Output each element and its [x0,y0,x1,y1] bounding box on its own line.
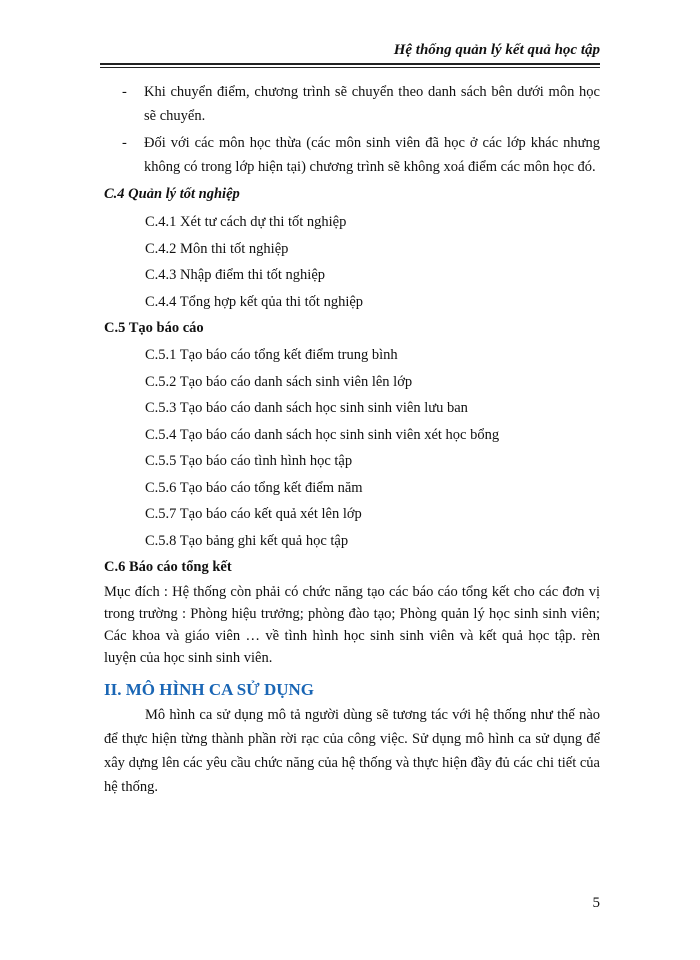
running-header-title: Hệ thống quản lý kết quả học tập [393,42,600,58]
c5-item: C.5.4 Tạo báo cáo danh sách học sinh sinh viên xét học bổng [145,426,500,443]
c5-item: C.5.1 Tạo báo cáo tổng kết điểm trung bình [145,347,398,363]
c4-item: C.4.3 Nhập điểm thi tốt nghiệp [145,267,326,283]
bullet-text: Khi chuyển điểm, chương trình sẽ chuyển theo danh sách bên dưới môn học sẽ chuyển. [144,84,600,124]
c5-item: C.5.2 Tạo báo cáo danh sách sinh viên lên lớp [145,373,413,390]
c4-item: C.4.4 Tổng hợp kết qủa thi tốt nghiệp [145,293,364,310]
page-number: 5 [592,895,600,911]
section-heading-c5: C.5 Tạo báo cáo [104,320,204,336]
bullet-text: Đối với các môn học thừa (các môn sinh viên đã học ở các lớp khác nhưng không có trong lớp hiện tại) chương trình sẽ không xoá điểm các môn học đó. [144,135,600,175]
bullet-item [104,80,600,128]
bullet-dash: - [122,84,127,100]
section-heading-c6: C.6 Báo cáo tổng kết [104,559,232,575]
section-heading-c4: C.4 Quản lý tốt nghiệp [104,186,240,202]
c6-paragraph: Mục đích : Hệ thống còn phải có chức năng tạo các báo cáo tổng kết cho các đơn vị trong trường : Phòng hiệu trưởng; phòng đào tạo; Phòng quản lý học sinh sinh viên; Các khoa và giáo viên … về tình hình học sinh sinh viên và kết quả học tập. rèn luyện của học sinh sinh viên. [104,584,600,666]
c5-item: C.5.6 Tạo báo cáo tổng kết điểm năm [145,479,363,496]
part-two-title: II. MÔ HÌNH CA SỬ DỤNG [104,680,314,699]
page-body [104,80,600,799]
c4-item: C.4.1 Xét tư cách dự thi tốt nghiệp [145,214,347,230]
bullet-dash: - [122,135,127,151]
part-two-paragraph: Mô hình ca sử dụng mô tả người dùng sẽ tương tác với hệ thống như thế nào để thực hiện từng thành phần rời rạc của công việc. Sử dụng mô hình ca sử dụng để xây dựng lên các yêu cầu chức năng của hệ thống và thực hiện đầy đủ các chi tiết của hệ thống. [104,707,600,795]
c5-item: C.5.5 Tạo báo cáo tình hình học tập [145,453,353,469]
header-rule-thick [100,63,600,65]
header-rule-thin [100,67,600,68]
c5-item: C.5.7 Tạo báo cáo kết quả xét lên lớp [145,506,362,522]
c5-item: C.5.3 Tạo báo cáo danh sách học sinh sinh viên lưu ban [145,400,468,416]
c4-item: C.4.2 Môn thi tốt nghiệp [145,240,289,257]
c5-item: C.5.8 Tạo bảng ghi kết quả học tập [145,532,349,549]
bullet-item [104,131,600,179]
